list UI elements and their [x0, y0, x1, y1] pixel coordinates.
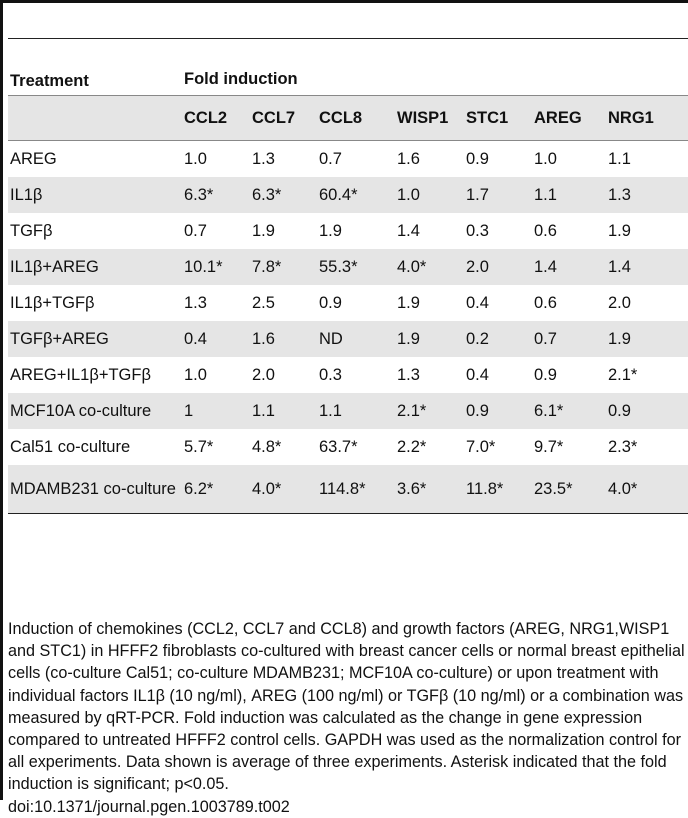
value-cell: 5.7*: [184, 437, 214, 456]
value-cell: 1.0: [534, 149, 557, 168]
caption-text: Induction of chemokines (CCL2, CCL7 and CCL8) and growth factors (AREG, NRG1,WISP1 and STC1) in HFFF2 fibroblasts co-cultured with breast cancer cells or normal breast epithelial cells (co-culture Cal51; co-culture MDAMB231; MCF10A co-culture) or upon treatment with individual factors IL1β (10 ng/ml), AREG (100 ng/ml) or TGFβ (10 ng/ml) or a combination was measured by qRT-PCR. Fold induction was calculated as the change in gene expression compared to untreated HFFF2 control cells. GAPDH was used as the normalization control for all experiments. Data shown is average of three experiments. Asterisk indicated that the fold induction is significant; p<0.05.: [8, 620, 685, 794]
value-cell: 0.4: [182, 321, 250, 357]
table-header-row: [8, 39, 688, 96]
value-cell: 1.9: [319, 221, 342, 240]
treatment-cell: TGFβ: [10, 221, 53, 240]
value-cell: 1.4: [532, 249, 606, 285]
table-row: [8, 429, 688, 465]
column-header: NRG1: [606, 96, 688, 141]
treatment-cell: Cal51 co-culture: [10, 437, 131, 456]
fold-induction-table: [8, 39, 688, 514]
value-cell: 4.8*: [252, 437, 282, 456]
blank-header-cell: [8, 96, 182, 141]
treatment-header: Treatment: [10, 72, 89, 90]
value-cell: 1.9: [252, 221, 275, 240]
value-cell: 0.4: [466, 293, 489, 312]
treatment-cell: AREG: [10, 149, 57, 168]
value-cell: 55.3*: [317, 249, 395, 285]
value-cell: 1.1: [250, 393, 317, 429]
treatment-cell: AREG+IL1β+TGFβ: [10, 365, 151, 384]
column-header: CCL8: [317, 96, 395, 141]
value-cell: 2.1*: [608, 365, 638, 384]
value-cell: 0.6: [534, 221, 557, 240]
value-cell: 1.1: [608, 149, 631, 168]
value-cell: 1.1: [317, 393, 395, 429]
value-cell: 0.3: [466, 221, 489, 240]
value-cell: 4.0*: [250, 465, 317, 514]
value-cell: 2.2*: [397, 437, 427, 456]
table-title-area: [8, 0, 688, 39]
value-cell: 0.9: [319, 293, 342, 312]
value-cell: 1.9: [606, 321, 688, 357]
treatment-cell: IL1β: [8, 177, 182, 213]
column-header: STC1: [464, 96, 532, 141]
value-cell: 1.3: [184, 293, 207, 312]
value-cell: 2.0: [464, 249, 532, 285]
value-cell: 1.0: [184, 365, 207, 384]
value-cell: 10.1*: [182, 249, 250, 285]
value-cell: 1: [182, 393, 250, 429]
gene-header-row: [8, 96, 688, 141]
left-rule: [0, 0, 3, 800]
table-frame: [8, 0, 688, 514]
value-cell: 0.9: [466, 149, 489, 168]
value-cell: 1.9: [397, 293, 420, 312]
value-cell: 0.9: [534, 365, 557, 384]
value-cell: 0.2: [464, 321, 532, 357]
value-cell: 4.0*: [395, 249, 464, 285]
value-cell: 1.6: [397, 149, 420, 168]
value-cell: 1.4: [606, 249, 688, 285]
treatment-cell: TGFβ+AREG: [8, 321, 182, 357]
value-cell: 1.4: [397, 221, 420, 240]
table-row: [8, 321, 688, 357]
value-cell: 1.9: [608, 221, 631, 240]
value-cell: 1.7: [464, 177, 532, 213]
treatment-cell: MDAMB231 co-culture: [8, 465, 182, 514]
table-row: [8, 465, 688, 514]
value-cell: 6.1*: [532, 393, 606, 429]
value-cell: 1.9: [395, 321, 464, 357]
value-cell: 9.7*: [534, 437, 564, 456]
value-cell: 0.9: [606, 393, 688, 429]
value-cell: 2.3*: [608, 437, 638, 456]
value-cell: 0.6: [534, 293, 557, 312]
table-caption: [8, 618, 688, 818]
value-cell: 6.3*: [182, 177, 250, 213]
value-cell: 1.0: [184, 149, 207, 168]
value-cell: 1.3: [252, 149, 275, 168]
table-row: [8, 249, 688, 285]
column-header: CCL7: [250, 96, 317, 141]
value-cell: 1.0: [395, 177, 464, 213]
value-cell: 4.0*: [606, 465, 688, 514]
value-cell: ND: [317, 321, 395, 357]
value-cell: 7.8*: [250, 249, 317, 285]
value-cell: 0.7: [184, 221, 207, 240]
doi-text: doi:10.1371/journal.pgen.1003789.t002: [8, 797, 290, 816]
table-row: [8, 213, 688, 249]
value-cell: 23.5*: [532, 465, 606, 514]
value-cell: 2.0: [608, 293, 631, 312]
value-cell: 6.3*: [250, 177, 317, 213]
value-cell: 1.3: [397, 365, 420, 384]
value-cell: 1.1: [532, 177, 606, 213]
value-cell: 0.9: [464, 393, 532, 429]
column-header: WISP1: [395, 96, 464, 141]
value-cell: 1.6: [250, 321, 317, 357]
table-row: [8, 357, 688, 393]
value-cell: 2.1*: [395, 393, 464, 429]
value-cell: 0.7: [319, 149, 342, 168]
value-cell: 2.0: [252, 365, 275, 384]
table-row: [8, 141, 688, 178]
value-cell: 0.3: [319, 365, 342, 384]
treatment-cell: IL1β+TGFβ: [10, 293, 95, 312]
table-row: [8, 393, 688, 429]
value-cell: 6.2*: [182, 465, 250, 514]
value-cell: 2.5: [252, 293, 275, 312]
value-cell: 11.8*: [464, 465, 532, 514]
column-header: CCL2: [182, 96, 250, 141]
value-cell: 0.4: [466, 365, 489, 384]
value-cell: 60.4*: [317, 177, 395, 213]
table-row: [8, 177, 688, 213]
value-cell: 7.0*: [466, 437, 496, 456]
fold-induction-header: Fold induction: [182, 39, 688, 96]
value-cell: 63.7*: [319, 437, 358, 456]
column-header: AREG: [532, 96, 606, 141]
value-cell: 114.8*: [317, 465, 395, 514]
treatment-cell: IL1β+AREG: [8, 249, 182, 285]
treatment-cell: MCF10A co-culture: [8, 393, 182, 429]
table-row: [8, 285, 688, 321]
value-cell: 1.3: [606, 177, 688, 213]
value-cell: 0.7: [532, 321, 606, 357]
value-cell: 3.6*: [395, 465, 464, 514]
